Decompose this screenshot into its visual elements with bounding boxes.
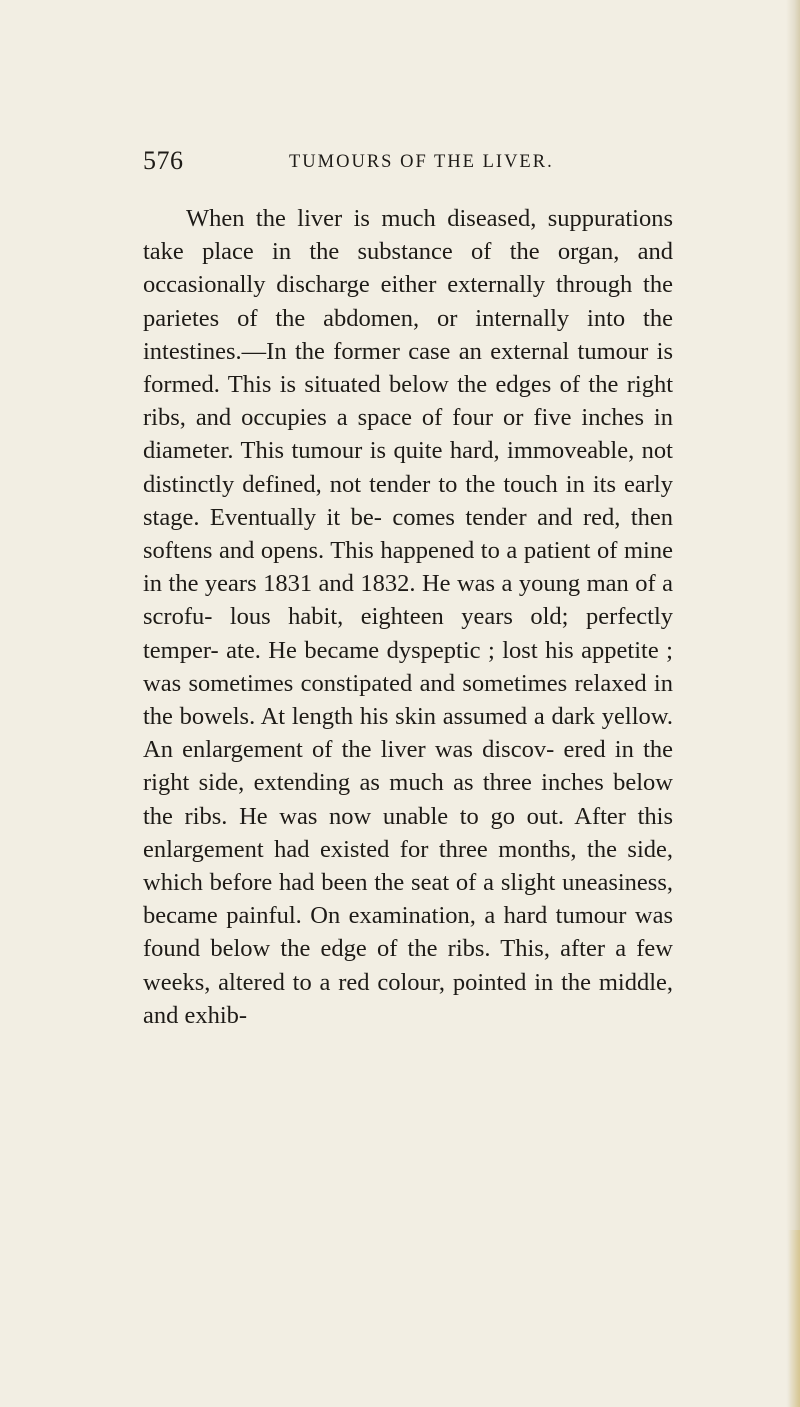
body-paragraph: When the liver is much diseased, suppurations take place in the substance of the organ, and occasionally discharge either externally through the parietes of the abdomen, or internally into the intestines.—In the former case an external tumour is formed. This is situated below the edges of the right ribs, and occupies a space of four or five inches in diameter. This tumour is quite hard, immoveable, not distinctly defined, not tender to the touch in its early stage. Eventually it be- comes tender and red, then softens and opens. This happened to a patient of mine in the years 1831 and 1832. He was a young man of a scrofu- lous habit, eighteen years old; perfectly temper- ate. He became dyspeptic ; lost his appetite ; was sometimes constipated and sometimes relaxed in the bowels. At length his skin assumed a dark yellow. An enlargement of the liver was discov- ered in the right side, extending as much as three inches below the ribs. He was now unable to go out. After this enlargement had existed for three months, the side, which before had been the seat of a slight uneasiness, became painful. On examination, a hard tumour was found below the edge of the ribs. This, after a few weeks, altered to a red colour, pointed in the middle, and exhib- <box>143 205 673 1029</box>
page-number: 576 <box>143 146 184 175</box>
running-title: TUMOURS OF THE LIVER. <box>289 152 554 172</box>
running-head <box>143 146 603 176</box>
page-edge-stain <box>788 1230 800 1407</box>
page-edge-shadow <box>786 0 800 1407</box>
